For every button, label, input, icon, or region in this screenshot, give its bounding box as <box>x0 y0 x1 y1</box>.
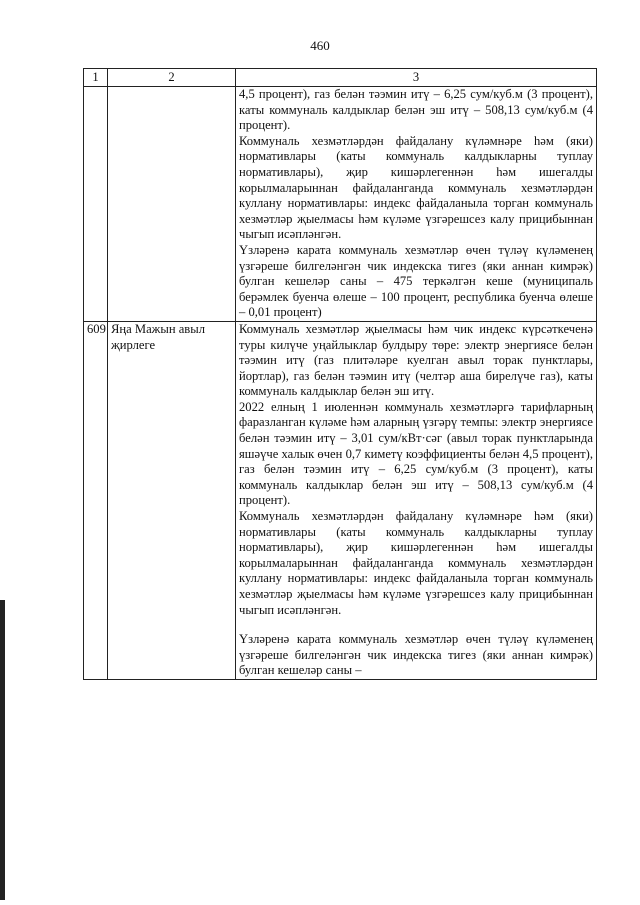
paragraph-spacer <box>239 618 593 632</box>
scan-edge-shadow <box>0 600 5 900</box>
header-cell-3: 3 <box>236 69 597 87</box>
header-cell-2: 2 <box>108 69 236 87</box>
settlement-name-cell <box>108 87 236 322</box>
description-cell <box>236 321 597 679</box>
paragraph: Коммуналь хезмәтләр җыелмасы һәм чик индекс күрсәткеченә туры килүче уңайлыклар булдыру төре: электр энергиясе белән тәэмин итү (газ плитәләре куелган авыл торак пунктлары, йортлар), газ белән тәэмин итү (челтәр аша бирелүче газ), каты коммуналь калдыклар белән эш итү. <box>239 321 593 399</box>
paragraph: Коммуналь хезмәтләрдән файдалану күләмнәре һәм (яки) нормативлары (каты коммуналь калдыкларны туплау нормативлары), җир кишәрлегеннән һәм ишегалды корылмаларыннан файдаланганда коммуналь хезмәтләрдән куллану нормативлары: индекс файдаланыла торган коммуналь хезмәтләр җыелмасы һәм күләме үзгәрешсез калу прицибыннан чыгып исәпләнгән. <box>239 509 593 617</box>
data-table <box>83 68 597 680</box>
settlement-name-cell: Яңа Мажын авыл җирлеге <box>108 321 236 679</box>
paragraph: Үзләренә карата коммуналь хезмәтләр өчен түләү күләменең үзгәреше билгеләнгән чик индекска тигез (яки аннан кимрәк) булган кешеләр саны – 475 теркәлгән кеше (муниципаль берәмлек буенча өлеше – 100 процент, республика буенча өлеше – 0,01 процент) <box>239 242 593 320</box>
header-cell-1: 1 <box>84 69 108 87</box>
paragraph: Коммуналь хезмәтләрдән файдалану күләмнәре һәм (яки) нормативлары (каты коммуналь калдыкларны туплау нормативлары), җир кишәрлегеннән һәм ишегалды корылмаларыннан файдаланганда коммуналь хезмәтләрдән куллану нормативлары: индекс файдаланыла торган коммуналь хезмәтләр җыелмасы һәм күләме үзгәрешсез калу прицибыннан чыгып исәпләнгән. <box>239 133 593 242</box>
table-header-row <box>84 69 597 87</box>
paragraph: 4,5 процент), газ белән тәэмин итү – 6,25 сум/куб.м (3 процент), каты коммуналь калдыклар белән эш итү – 508,13 сум/куб.м (4 процент). <box>239 87 593 133</box>
row-number-cell: 609 <box>84 321 108 679</box>
table-row <box>84 87 597 322</box>
page-number: 460 <box>310 38 330 53</box>
description-cell <box>236 87 597 322</box>
paragraph: 2022 елның 1 июленнән коммуналь хезмәтләргә тарифларның фаразланган күләме һәм аларның үзгәрү темпы: электр энергиясе белән тәэмин итү – 3,01 сум/кВт·сәг (авыл торак пунктларында яшәүче халык өчен 0,7 киметү коэффициенты белән 4,5 процент), газ белән тәэмин итү – 6,25 сум/куб.м (3 процент), каты коммуналь калдыклар белән эш итү – 508,13 сум/куб.м (4 процент). <box>239 399 593 508</box>
table-row <box>84 321 597 679</box>
paragraph: Үзләренә карата коммуналь хезмәтләр өчен түләү күләменең үзгәреше билгеләнгән чик индекска тигез (яки аннан кимрәк) булган кешеләр саны – <box>239 632 593 678</box>
row-number-cell <box>84 87 108 322</box>
